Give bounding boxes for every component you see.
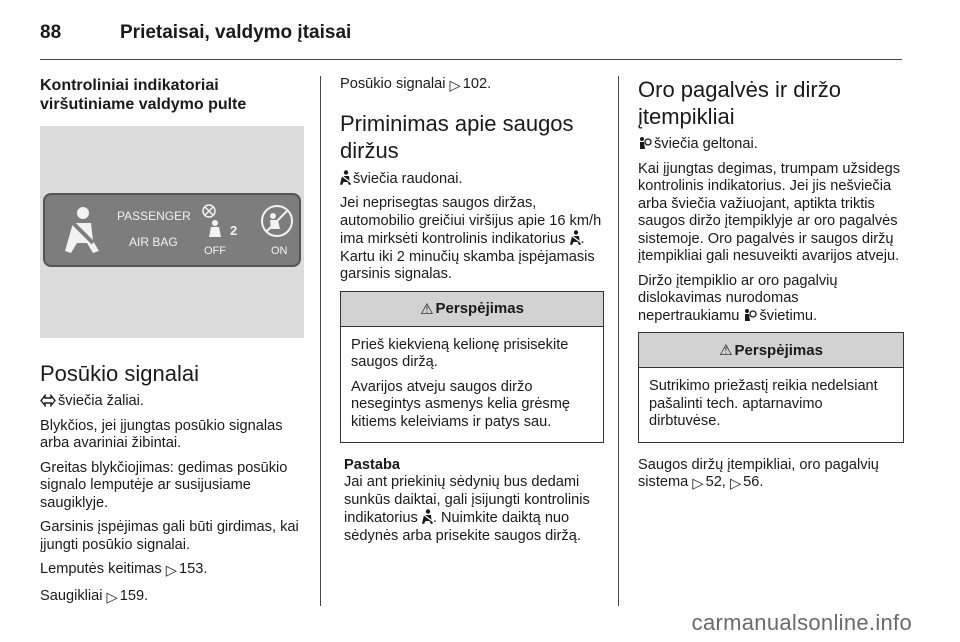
- fuses-ref: Saugikliai ▷ 159.: [40, 587, 149, 606]
- airbag-warning-box: [638, 332, 904, 443]
- warning-body: [639, 368, 903, 442]
- warning-header: ⚠ Perspėjimas: [341, 292, 603, 327]
- turn-signals-ref: Posūkio signalai ▷ 102.: [340, 76, 492, 94]
- airbag-pretensioner-title: Oro pagalvės ir diržo įtempikliai: [638, 77, 841, 129]
- passenger-label: PASSENGER: [117, 209, 191, 223]
- page-number: 88: [40, 22, 62, 43]
- seatbelt-icon: [570, 230, 581, 245]
- turn-signals-title: Posūkio signalai: [40, 361, 199, 386]
- column-divider-1: [320, 76, 321, 606]
- airbag-fault-text: Kai įjungtas degimas, trumpam užsidegs kontrolinis indikatorius. Jei jis nešviečia arba šviečia važiuojant, aptikta triktis saugos diržo įtempiklyje ar oro pagalvės sistemoje. Oro pagalvės ir saugos diržų įtempikliai gali nesuveikti avarijos atveju.: [638, 160, 901, 264]
- note-block: [340, 457, 604, 545]
- warning-text-1: Prieš kiekvieną kelionę prisisekite saugos diržą.: [351, 336, 569, 370]
- airbag-label: AIR BAG: [129, 235, 178, 249]
- header-divider: [40, 59, 902, 60]
- warning-body: [341, 327, 603, 443]
- page-ref-icon: ▷: [106, 589, 118, 606]
- column-1: [40, 76, 304, 614]
- airbag-icon: [638, 136, 652, 150]
- position-number: 2: [230, 223, 238, 238]
- page-ref-icon: ▷: [692, 476, 704, 492]
- indicator-panel-heading: Kontroliniai indikatoriai viršutiniame valdymo pulte: [40, 77, 247, 113]
- seatbelt-icon: [422, 509, 433, 524]
- warning-text-2: Avarijos atveju saugos diržo nesegintys asmenys kelia grėsmę kitiems keleiviams ir patys sau.: [351, 378, 571, 430]
- on-label: ON: [271, 245, 288, 257]
- airbag-icon: [743, 308, 757, 322]
- seatbelt-icon: [340, 170, 351, 185]
- deployment-text: Diržo įtempiklio ar oro pagalvių dislokavimas nurodomas nepertraukiamu švietimu.: [638, 272, 838, 324]
- page-ref-icon: ▷: [165, 563, 177, 579]
- page-ref-icon: ▷: [449, 78, 461, 94]
- note-text: Jai ant priekinių sėdynių bus dedami sunkūs daiktai, gali įsijungti kontrolinis indikatorius . Nuimkite daiktą nuo sėdynės arba prisekite saugos diržą.: [344, 474, 590, 544]
- column-3: [638, 76, 904, 501]
- note-title: Pastaba: [344, 457, 400, 473]
- airbag-color-text: šviečia geltonai.: [638, 136, 904, 154]
- seatbelt-warning-text: Jei neprisegtas saugos diržas, automobilio greičiui viršijus apie 16 km/h ima mirksėti kontrolinis indikatorius . Kartu iki 2 minučių skamba įspėjamasis garsinis signalas.: [340, 195, 602, 282]
- seatbelt-icon: [59, 205, 103, 255]
- turn-signal-color-text: šviečia žaliai.: [40, 393, 304, 411]
- column-2: [340, 76, 604, 552]
- seatbelt-reminder-title: Priminimas apie saugos diržus: [340, 110, 574, 163]
- column-divider-2: [618, 76, 619, 606]
- passenger-airbag-panel-image: [40, 126, 304, 338]
- seatbelt-color-text: šviečia raudonai.: [340, 170, 604, 189]
- turn-signal-icon: [40, 394, 56, 407]
- turn-signal-fault-text: Greitas blykčiojimas: gedimas posūkio signalo lemputėje ar susijusiame saugiklyje.: [40, 459, 288, 511]
- turn-signal-blink-text: Blykčios, jei įjungtas posūkio signalas arba avariniai žibintai.: [40, 417, 283, 451]
- warning-text: Sutrikimo priežastį reikia nedelsiant pašalinti tech. aptarnavimo dirbtuvėse.: [649, 378, 878, 429]
- off-label: OFF: [204, 245, 226, 257]
- bulb-replacement-ref: Lemputės keitimas ▷ 153.: [40, 561, 208, 579]
- airbag-panel: [43, 193, 301, 267]
- warning-icon: ⚠: [420, 300, 434, 318]
- turn-signal-audio-text: Garsinis įspėjimas gali būti girdimas, kai įjungti posūkio signalai.: [40, 519, 299, 553]
- warning-icon: ⚠: [719, 342, 733, 359]
- watermark: carmanualsonline.info: [691, 610, 912, 635]
- page-ref-icon: ▷: [729, 476, 742, 492]
- airbag-on-icon: [259, 203, 295, 239]
- airbag-off-icon: [199, 203, 231, 241]
- warning-header: ⚠ Perspėjimas: [639, 333, 903, 368]
- seatbelt-warning-box: [340, 291, 604, 444]
- pretensioner-airbag-ref: Saugos diržų įtempikliai, oro pagalvių sistema ▷ 52, ▷ 56.: [638, 456, 879, 492]
- page-header: [40, 22, 902, 52]
- chapter-title: Prietaisai, valdymo įtaisai: [120, 22, 352, 43]
